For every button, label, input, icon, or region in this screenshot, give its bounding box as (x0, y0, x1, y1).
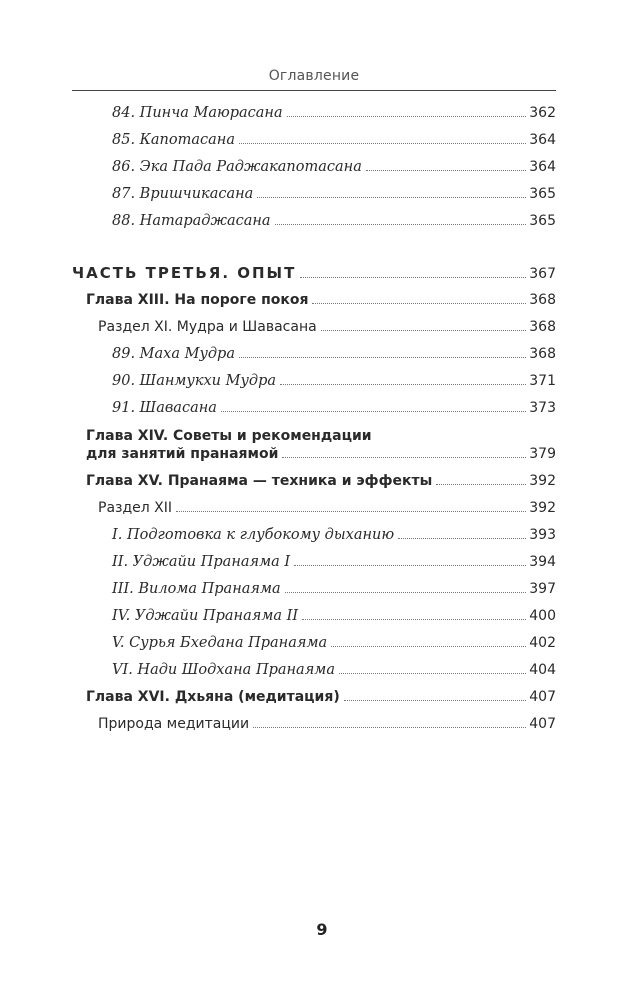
toc-item-88[interactable] (112, 212, 556, 230)
toc-title: VI. Нади Шодхана Пранаяма (112, 662, 335, 678)
toc-title: 89. Маха Мудра (112, 346, 235, 362)
toc-page: 373 (529, 400, 556, 416)
toc-item-iii[interactable] (112, 580, 556, 598)
toc-page: 407 (529, 689, 556, 705)
toc-title: IV. Уджайи Пранаяма II (112, 608, 299, 624)
dot-leader (366, 170, 526, 171)
toc-title: II. Уджайи Пранаяма I (112, 554, 291, 570)
toc-page: 392 (529, 500, 556, 516)
dot-leader (312, 303, 526, 304)
dot-leader (285, 592, 527, 593)
toc-chapter-15[interactable] (86, 472, 556, 490)
toc-section-meditation[interactable] (98, 715, 556, 733)
toc-item-91[interactable] (112, 399, 556, 417)
toc-page: 407 (529, 716, 556, 732)
dot-leader (339, 673, 526, 674)
dot-leader (331, 646, 526, 647)
toc-item-i[interactable] (112, 526, 556, 544)
toc-part-three[interactable] (72, 264, 556, 283)
toc-page: 397 (529, 581, 556, 597)
dot-leader (257, 197, 526, 198)
toc-title: 84. Пинча Маюрасана (112, 105, 283, 121)
toc-item-iv[interactable] (112, 607, 556, 625)
toc-title: для занятий пранаямой (86, 446, 279, 462)
toc-section-12[interactable] (98, 499, 556, 517)
toc-title: Природа медитации (98, 716, 250, 732)
toc-item-85[interactable] (112, 131, 556, 149)
toc-item-89[interactable] (112, 345, 556, 363)
toc-page: 371 (529, 373, 556, 389)
toc-chapter-16[interactable] (86, 688, 556, 706)
dot-leader (436, 484, 526, 485)
toc-page: 392 (529, 473, 556, 489)
dot-leader (239, 357, 526, 358)
toc-title: Глава XIII. На пороге покоя (86, 292, 309, 308)
dot-leader (321, 330, 527, 331)
dot-leader (300, 277, 526, 278)
toc-title: ЧАСТЬ ТРЕТЬЯ. ОПЫТ (72, 264, 297, 282)
dot-leader (398, 538, 526, 539)
toc-page: 368 (529, 346, 556, 362)
dot-leader (344, 700, 527, 701)
toc-title: 90. Шанмукхи Мудра (112, 373, 277, 389)
toc-page: 368 (529, 292, 556, 308)
toc-chapter-13[interactable] (86, 291, 556, 309)
toc-chapter-14-line1[interactable]: Глава XIV. Советы и рекомендации (86, 428, 372, 444)
toc-title: 91. Шавасана (112, 400, 217, 416)
toc-title: 87. Вришчикасана (112, 186, 254, 202)
toc-item-90[interactable] (112, 372, 556, 390)
dot-leader (287, 116, 527, 117)
toc-page: 368 (529, 319, 556, 335)
toc-page: 400 (529, 608, 556, 624)
dot-leader (176, 511, 526, 512)
toc-page: 364 (529, 159, 556, 175)
toc-page: 402 (529, 635, 556, 651)
toc-title: Раздел XI. Мудра и Шавасана (98, 319, 317, 335)
toc-title: Раздел XII (98, 500, 173, 516)
toc-title: 85. Капотасана (112, 132, 235, 148)
page-number: 9 (316, 920, 328, 939)
toc-item-v[interactable] (112, 634, 556, 652)
dot-leader (275, 224, 527, 225)
toc-title: V. Сурья Бхедана Пранаяма (112, 635, 328, 651)
toc-page: 379 (529, 446, 556, 462)
dot-leader (280, 384, 526, 385)
dot-leader (239, 143, 526, 144)
toc-page: 364 (529, 132, 556, 148)
dot-leader (253, 727, 526, 728)
toc-title: Глава XVI. Дхьяна (медитация) (86, 689, 340, 705)
toc-title: III. Вилома Пранаяма (112, 581, 281, 597)
toc-item-ii[interactable] (112, 553, 556, 571)
toc-page: 365 (529, 213, 556, 229)
toc-title: I. Подготовка к глубокому дыханию (112, 527, 395, 543)
toc-item-86[interactable] (112, 158, 556, 176)
dot-leader (302, 619, 526, 620)
toc-chapter-14[interactable] (86, 445, 556, 463)
toc-page: 362 (529, 105, 556, 121)
toc-page: 404 (529, 662, 556, 678)
dot-leader (282, 457, 526, 458)
dot-leader (294, 565, 526, 566)
toc-item-87[interactable] (112, 185, 556, 203)
toc-item-vi[interactable] (112, 661, 556, 679)
toc-page: 365 (529, 186, 556, 202)
running-head: Оглавление (268, 68, 360, 84)
toc-page: 394 (529, 554, 556, 570)
toc-title: 86. Эка Пада Раджакапотасана (112, 159, 362, 175)
header-rule (72, 90, 556, 91)
dot-leader (221, 411, 526, 412)
toc-page: 367 (529, 266, 556, 282)
toc-title: 88. Натараджасана (112, 213, 271, 229)
toc-item-84[interactable] (112, 104, 556, 122)
toc-section-11[interactable] (98, 318, 556, 336)
toc-title: Глава XV. Пранаяма — техника и эффекты (86, 473, 433, 489)
toc-page: 393 (529, 527, 556, 543)
